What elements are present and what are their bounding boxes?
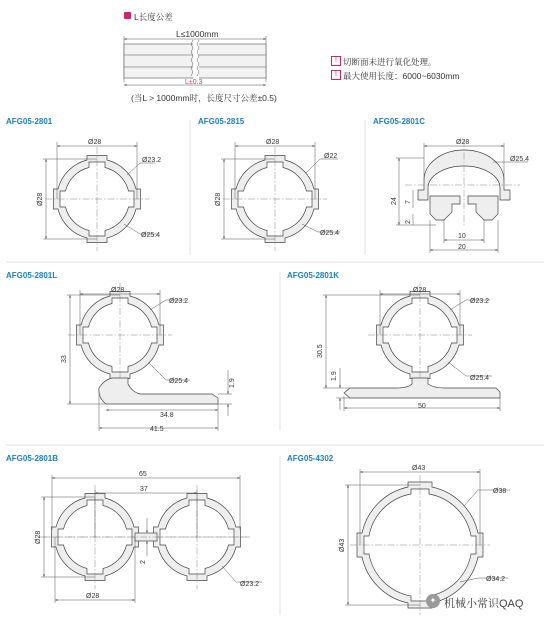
dimension-label: Ø25.4	[320, 230, 340, 237]
dimension-label: Ø23.2	[470, 298, 490, 305]
dimension-label: 33	[61, 355, 68, 363]
dimension-label: Ø34.2	[486, 576, 506, 583]
wechat-icon: ✦	[426, 594, 440, 608]
dimension-label: 2	[405, 220, 412, 224]
dimension-label: Ø43	[412, 465, 426, 472]
profile-afg05-4302	[339, 465, 510, 615]
part-label: AFG05-2815	[198, 117, 245, 126]
profile-afg05-2801l	[61, 283, 236, 433]
profile-afg05-2801k	[317, 283, 500, 411]
dimension-label: 2	[140, 560, 147, 564]
dimension-label: 34.8	[160, 412, 174, 419]
legend-text: L长度公差	[134, 12, 173, 22]
dimension-label: Ø23.2	[240, 581, 260, 588]
dimension-label: Ø28	[111, 287, 125, 294]
dimension-label: 7	[405, 200, 412, 204]
part-label: AFG05-2801K	[287, 271, 340, 280]
part-label: AFG05-2801B	[6, 454, 59, 463]
part-label: AFG05-4302	[287, 454, 334, 463]
dimension-label: Ø25.4	[470, 375, 490, 382]
part-label: AFG05-2801	[6, 117, 53, 126]
profile-afg05-2815	[215, 139, 340, 251]
dimension-label: Ø28	[86, 593, 100, 600]
dimension-label: Ø28	[413, 287, 427, 294]
note-cut-surface: 切断面未进行氧化处理。	[343, 57, 437, 67]
dimension-label: Ø28	[88, 139, 102, 146]
dimension-label: Ø28	[215, 192, 222, 206]
watermark-text: 机械小常识QAQ	[444, 598, 524, 610]
dimension-label: Ø28	[266, 139, 280, 146]
note-marker-icon: !	[331, 56, 341, 66]
dimension-label: Ø43	[339, 538, 346, 552]
part-label: AFG05-2801L	[6, 271, 58, 280]
dimension-label: 37	[140, 486, 148, 493]
dimension-label: 1.9	[331, 371, 338, 381]
dimension-label: 20	[458, 244, 466, 251]
note-marker-icon: !	[331, 70, 341, 80]
length-tolerance-label: L±0.3	[185, 79, 203, 86]
length-condition: L≤1000mm	[176, 29, 219, 39]
long-length-note: (当L > 1000mm时，长度尺寸公差±0.5)	[131, 93, 277, 103]
dimension-label: Ø25.4	[510, 156, 530, 163]
dimension-label: 50	[418, 403, 426, 410]
dimension-label: Ø22	[324, 153, 338, 160]
dimension-label: 24	[391, 197, 398, 205]
profile-afg05-2801c	[391, 139, 529, 253]
profile-afg05-2801	[37, 139, 161, 251]
dimension-label: Ø23.2	[169, 298, 189, 305]
dimension-label: Ø28	[37, 192, 44, 206]
profile-afg05-2801b	[35, 471, 262, 603]
dimension-label: 30.5	[317, 344, 324, 358]
dimension-label: 65	[139, 471, 147, 478]
dimension-label: Ø25.4	[141, 232, 161, 239]
dimension-label: Ø25.4	[169, 378, 189, 385]
dimension-label: Ø23.2	[142, 157, 162, 164]
dimension-label: Ø28	[35, 530, 42, 544]
dimension-label: Ø38	[493, 488, 507, 495]
dimension-label: 1.9	[229, 378, 236, 388]
extrusion-length-drawing	[124, 36, 266, 86]
dimension-label: 10	[458, 233, 466, 240]
dimension-label: Ø28	[456, 139, 470, 146]
dimension-label: 41.5	[150, 426, 164, 433]
part-label: AFG05-2801C	[373, 117, 426, 126]
note-max-length: 最大使用长度：6000~6030mm	[343, 71, 460, 81]
